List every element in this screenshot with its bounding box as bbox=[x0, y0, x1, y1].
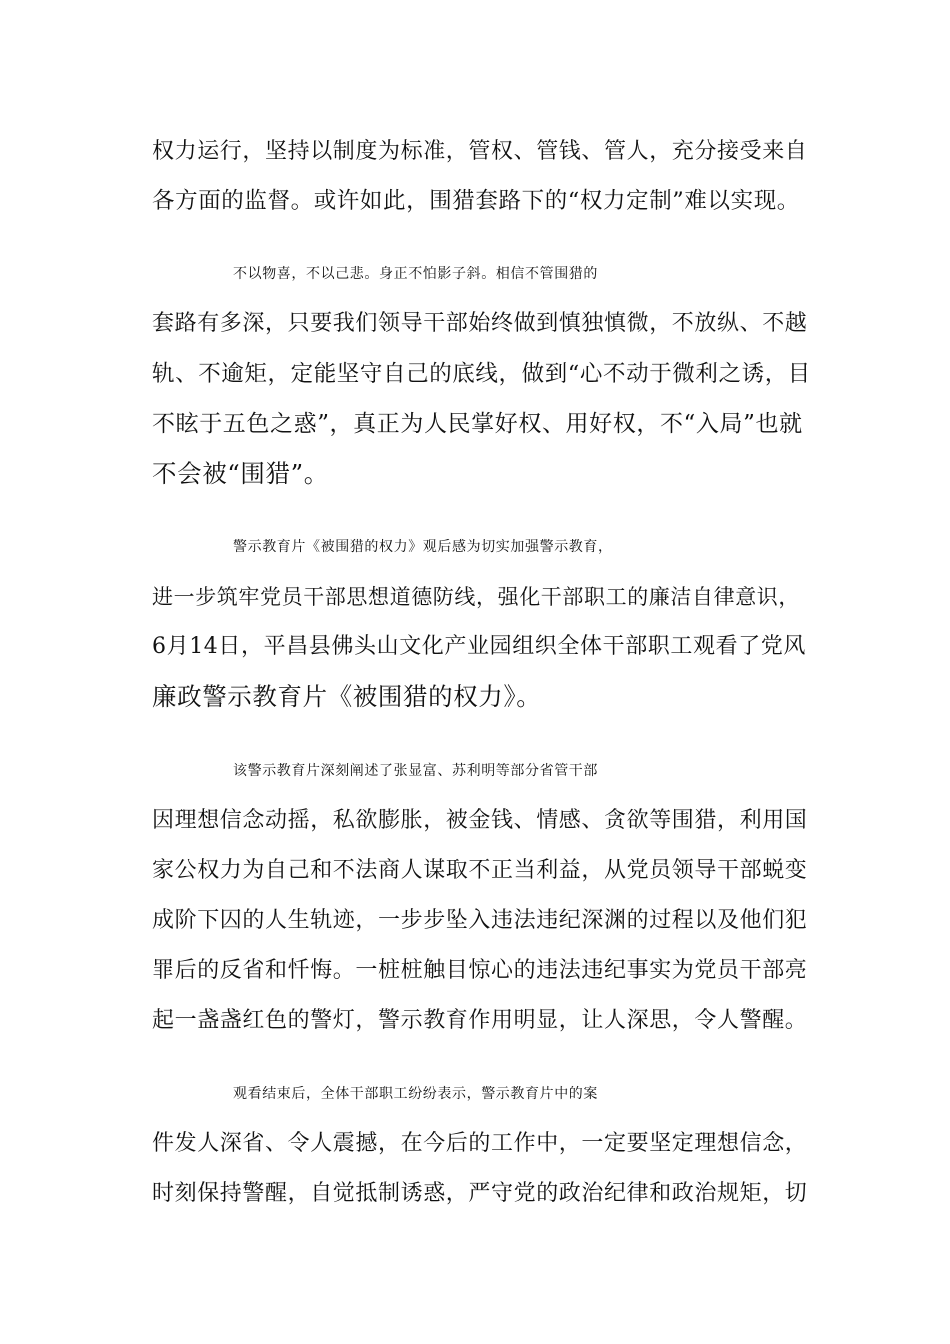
text-line: 成阶下囚的人生轨迹，一步步坠入违法违纪深渊的过程以及他们犯 bbox=[152, 908, 808, 933]
text-line: 该警示教育片深刻阐述了张显富、苏利明等部分省管干部 bbox=[233, 763, 598, 779]
text-line: 6月14日，平昌县佛头山文化产业园组织全体干部职工观看了党风 bbox=[152, 634, 806, 659]
text-line: 件发人深省、令人震撼，在今后的工作中，一定要坚定理想信念， bbox=[152, 1131, 808, 1156]
text-line: 各方面的监督。或许如此，围猎套路下的“权力定制”难以实现。 bbox=[152, 188, 800, 214]
text-line: 时刻保持警醒，自觉抵制诱惑，严守党的政治纪律和政治规矩，切 bbox=[152, 1181, 808, 1206]
text-line: 警示教育片《被围猎的权力》观后感为切实加强警示教育， bbox=[233, 539, 613, 555]
text-line: 因理想信念动摇，私欲膨胀，被金钱、情感、贪欲等围猎，利用国 bbox=[152, 808, 808, 833]
text-line: 观看结束后，全体干部职工纷纷表示，警示教育片中的案 bbox=[233, 1086, 598, 1102]
text-line: 不以物喜，不以己悲。身正不怕影子斜。相信不管围猎的 bbox=[233, 266, 598, 282]
text-line: 家公权力为自己和不法商人谋取不正当利益，从党员领导干部蜕变 bbox=[152, 858, 808, 883]
text-line: 套路有多深，只要我们领导干部始终做到慎独慎微，不放纵、不越 bbox=[152, 311, 808, 336]
text-line: 轨、不逾矩，定能坚守自己的底线，做到“心不动于微利之诱，目 bbox=[152, 361, 811, 387]
text-line: 起一盏盏红色的警灯，警示教育作用明显，让人深思，令人警醒。 bbox=[152, 1008, 808, 1033]
text-line: 不眩于五色之惑”，真正为人民掌好权、用好权，不“入局”也就 bbox=[152, 411, 803, 437]
text-line: 廉政警示教育片《被围猎的权力》。 bbox=[152, 682, 542, 711]
text-line: 进一步筑牢党员干部思想道德防线，强化干部职工的廉洁自律意识， bbox=[152, 585, 800, 609]
text-line: 罪后的反省和忏悔。一桩桩触目惊心的违法违纪事实为党员干部亮 bbox=[152, 958, 808, 983]
text-line: 不会被“围猎”。 bbox=[152, 459, 329, 488]
text-line: 权力运行，坚持以制度为标准，管权、管钱、管人，充分接受来自 bbox=[152, 139, 808, 164]
